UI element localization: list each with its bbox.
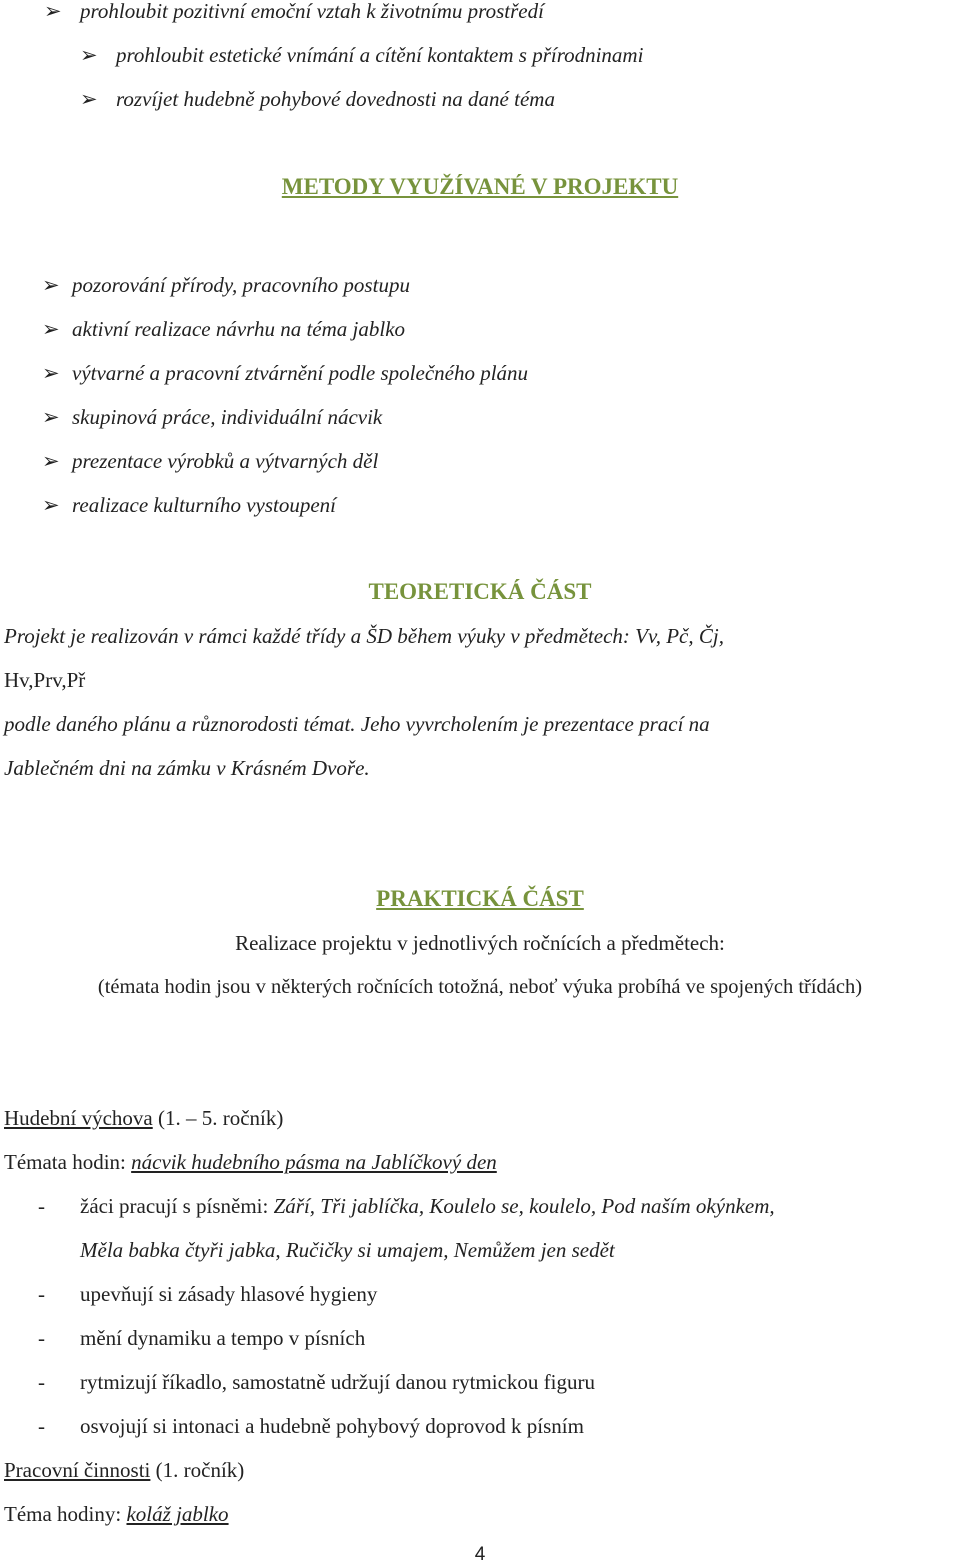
arrow-bullet-icon: ➢ xyxy=(42,273,60,297)
practice-note: (témata hodin jsou v některých ročnících totožná, neboť výuka probíhá ve spojených třídách) xyxy=(97,976,863,998)
work-topic-label: Téma hodiny: xyxy=(4,1502,127,1526)
music-item: upevňují si zásady hlasové hygieny xyxy=(80,1282,378,1306)
music-item: rytmizují říkadlo, samostatně udržují danou rytmickou figuru xyxy=(80,1370,595,1394)
goal-item: ➢ rozvíjet hudebně pohybové dovednosti na dané téma xyxy=(116,84,555,114)
method-item: ➢ aktivní realizace návrhu na téma jablko xyxy=(72,314,405,344)
music-item-songs-cont: Měla babka čtyři jabka, Ručičky si umajem, Nemůžem jen sedět xyxy=(80,1238,615,1262)
arrow-bullet-icon: ➢ xyxy=(42,317,60,341)
music-subject: Hudební výchova xyxy=(4,1106,153,1130)
music-item: osvojují si intonaci a hudebně pohybový doprovod k písním xyxy=(80,1414,584,1438)
arrow-bullet-icon: ➢ xyxy=(80,43,98,67)
arrow-bullet-icon: ➢ xyxy=(42,449,60,473)
work-grades: (1. ročník) xyxy=(150,1458,245,1482)
arrow-bullet-icon: ➢ xyxy=(80,87,98,111)
music-item-songs: žáci pracují s písněmi: Září, Tři jablíčka, Koulelo se, koulelo, Pod naším okýnkem, xyxy=(80,1194,775,1218)
theory-line: podle daného plánu a různorodosti témat. Jeho vyvrcholením je prezentace prací na xyxy=(4,712,710,736)
goal-item: ➢ prohloubit estetické vnímání a cítění kontaktem s přírodninami xyxy=(116,40,643,70)
theory-line: Hv,Prv,Př xyxy=(4,668,86,692)
music-topic: nácvik hudebního pásma na Jablíčkový den xyxy=(131,1150,497,1174)
dash-bullet: - xyxy=(38,1414,45,1438)
dash-bullet: - xyxy=(38,1194,45,1218)
work-subject: Pracovní činnosti xyxy=(4,1458,151,1482)
method-item: ➢ pozorování přírody, pracovního postupu xyxy=(72,270,410,300)
music-topic-line xyxy=(4,1147,497,1177)
arrow-bullet-icon: ➢ xyxy=(44,0,62,23)
dash-bullet: - xyxy=(38,1326,45,1350)
theory-line: Projekt je realizován v rámci každé třídy a ŠD během výuky v předmětech: Vv, Pč, Čj, xyxy=(4,624,724,648)
method-item: ➢ výtvarné a pracovní ztvárnění podle společného plánu xyxy=(72,358,528,388)
goal-item: ➢ prohloubit pozitivní emoční vztah k životnímu prostředí xyxy=(80,0,544,26)
dash-bullet: - xyxy=(38,1370,45,1394)
method-item: ➢ realizace kulturního vystoupení xyxy=(72,490,336,520)
music-subject-line xyxy=(4,1103,283,1133)
work-topic-line xyxy=(4,1499,229,1529)
work-topic: koláž jablko xyxy=(126,1502,229,1526)
page-number: 4 xyxy=(474,1544,486,1565)
arrow-bullet-icon: ➢ xyxy=(42,361,60,385)
dash-bullet: - xyxy=(38,1282,45,1306)
work-subject-line xyxy=(4,1455,244,1485)
music-topic-label: Témata hodin: xyxy=(4,1150,132,1174)
methods-heading: METODY VYUŽÍVANÉ V PROJEKTU xyxy=(281,174,679,199)
practice-intro: Realizace projektu v jednotlivých ročnících a předmětech: xyxy=(235,931,725,955)
theory-heading: TEORETICKÁ ČÁST xyxy=(368,579,592,604)
arrow-bullet-icon: ➢ xyxy=(42,405,60,429)
practice-heading: PRAKTICKÁ ČÁST xyxy=(376,886,584,911)
arrow-bullet-icon: ➢ xyxy=(42,493,60,517)
method-item: ➢ skupinová práce, individuální nácvik xyxy=(72,402,382,432)
music-grades: (1. – 5. ročník) xyxy=(152,1106,284,1130)
method-item: ➢ prezentace výrobků a výtvarných děl xyxy=(72,446,378,476)
theory-line: Jablečném dni na zámku v Krásném Dvoře. xyxy=(4,756,370,780)
music-item: mění dynamiku a tempo v písních xyxy=(80,1326,366,1350)
